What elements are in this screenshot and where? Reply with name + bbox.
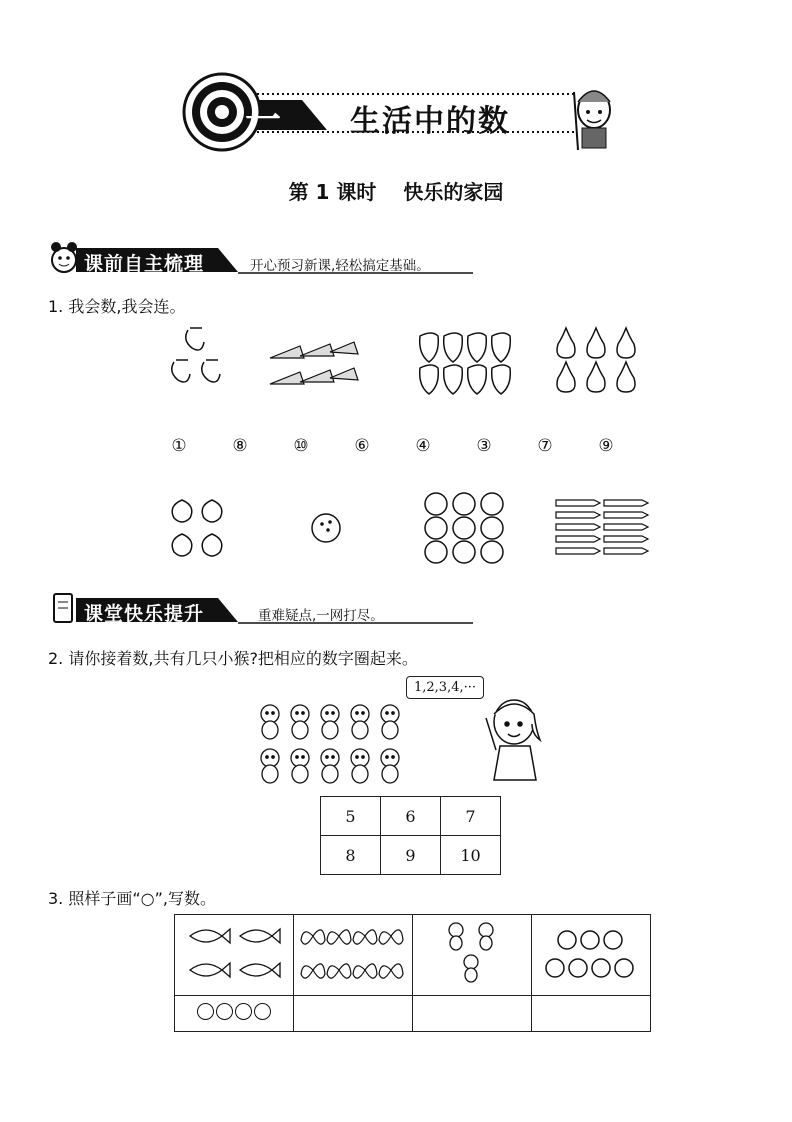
- circle-mark-icon: [216, 1003, 233, 1020]
- choice-cell[interactable]: 10: [441, 836, 501, 875]
- pear-icon: [557, 328, 635, 392]
- monkey-group: [254, 700, 414, 790]
- choice-cell[interactable]: 6: [381, 797, 441, 836]
- number-option[interactable]: ⑧: [232, 436, 248, 456]
- question-1: 1. 我会数,我会连。: [48, 297, 186, 316]
- circle-mark-icon: [254, 1003, 271, 1020]
- choice-cell[interactable]: 7: [441, 797, 501, 836]
- example-answer-cell: [175, 996, 294, 1032]
- choice-cell[interactable]: 8: [321, 836, 381, 875]
- monkey-icon: [261, 705, 399, 783]
- orange-icon: [312, 514, 340, 542]
- lesson-label: 第 1 课时: [288, 180, 377, 204]
- tomato-icon: [425, 493, 503, 563]
- choice-cell[interactable]: 5: [321, 797, 381, 836]
- peach-icon: [172, 500, 222, 556]
- lesson-heading: [0, 176, 792, 205]
- section-subtitle: 重难疑点,一网打尽。: [258, 608, 384, 624]
- question-3: 3. 照样子画“○”,写数。: [48, 889, 216, 908]
- answer-cell[interactable]: [294, 996, 413, 1032]
- chapter-title: 生活中的数: [350, 104, 510, 139]
- number-option[interactable]: ③: [476, 436, 492, 456]
- section-header-1: [48, 240, 478, 280]
- girl-icon: [476, 694, 546, 784]
- question-2: 2. 请你接着数,共有几只小猴?把相应的数字圈起来。: [48, 649, 418, 668]
- ball-cell: [532, 915, 651, 996]
- volleyball-icon: [533, 916, 649, 990]
- q1-bottom-pictures: [160, 488, 660, 568]
- fish-cell: [175, 915, 294, 996]
- speech-bubble: 1,2,3,4,···: [406, 676, 484, 699]
- monkey-cell: [413, 915, 532, 996]
- butterfly-icon: [295, 916, 411, 990]
- number-option[interactable]: ⑩: [293, 436, 309, 456]
- strawberry-icon: [420, 333, 511, 394]
- circle-mark-icon: [197, 1003, 214, 1020]
- answer-cell[interactable]: [532, 996, 651, 1032]
- number-option[interactable]: ①: [171, 436, 187, 456]
- q1-top-pictures: [160, 322, 650, 402]
- number-option[interactable]: ⑨: [598, 436, 614, 456]
- answer-choices-table: [320, 796, 501, 875]
- lesson-title: 快乐的家园: [403, 180, 504, 204]
- section-header-2: [48, 590, 478, 630]
- mascot-icon: [574, 91, 610, 150]
- answer-cell[interactable]: [413, 996, 532, 1032]
- choice-cell[interactable]: 9: [381, 836, 441, 875]
- circle-mark-icon: [235, 1003, 252, 1020]
- fish-icon: [176, 916, 292, 990]
- number-option[interactable]: ④: [415, 436, 431, 456]
- chapter-number: 一: [245, 100, 282, 141]
- section-subtitle: 开心预习新课,轻松搞定基础。: [250, 258, 430, 274]
- monkey-icon: [414, 916, 530, 990]
- pencil-icon: [556, 500, 648, 554]
- section-label: 课前自主梳理: [84, 253, 205, 275]
- q3-table: [174, 914, 651, 1032]
- number-option[interactable]: ⑦: [537, 436, 553, 456]
- number-option[interactable]: ⑥: [354, 436, 370, 456]
- section-label: 课堂快乐提升: [84, 603, 205, 625]
- whistle-icon: [172, 328, 220, 382]
- trumpet-icon: [270, 342, 358, 384]
- butterfly-cell: [294, 915, 413, 996]
